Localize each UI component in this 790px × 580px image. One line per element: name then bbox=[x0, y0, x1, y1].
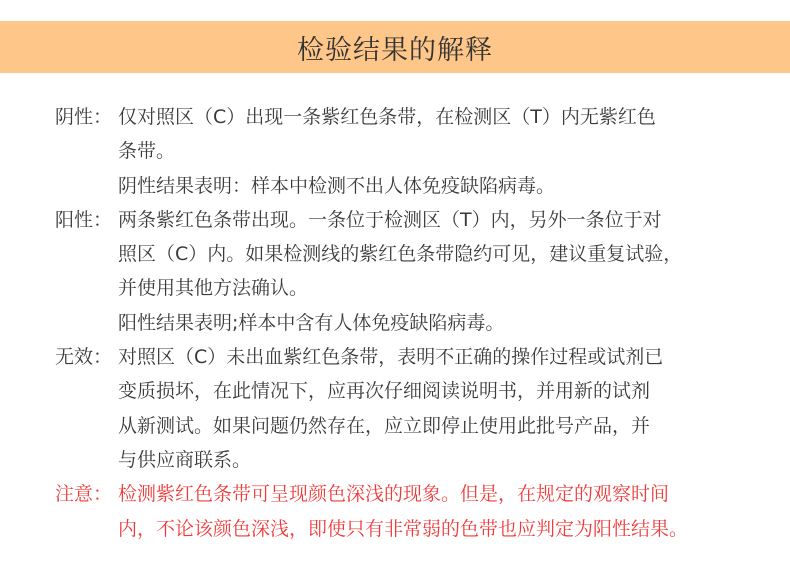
entry-label: 注意： bbox=[55, 483, 113, 506]
text-line: 照区（C）内。如果检测线的紫红色条带隐约可见，建议重复试验， bbox=[118, 243, 683, 266]
entry-label: 阳性： bbox=[55, 208, 113, 231]
text-line: 与供应商联系。 bbox=[118, 448, 252, 471]
text-line: 内，不论该颜色深浅，即使只有非常弱的色带也应判定为阳性结果。 bbox=[118, 517, 689, 540]
text-line: 阳性结果表明;样本中含有人体免疫缺陷病毒。 bbox=[118, 311, 505, 334]
entry-negative bbox=[55, 100, 775, 203]
entry-invalid bbox=[55, 340, 775, 477]
entry-note bbox=[55, 477, 775, 546]
text-line: 对照区（C）未出血紫红色条带，表明不正确的操作过程或试剂已 bbox=[118, 346, 664, 369]
entry-body bbox=[118, 340, 775, 477]
entry-body bbox=[118, 477, 775, 546]
entry-positive bbox=[55, 203, 775, 340]
text-line: 条带。 bbox=[118, 140, 176, 163]
entry-body bbox=[118, 100, 775, 203]
page-title: 检验结果的解释 bbox=[297, 34, 493, 66]
text-line: 两条紫红色条带出现。一条位于检测区（T）内，另外一条位于对 bbox=[118, 208, 662, 231]
entry-label: 无效： bbox=[55, 346, 113, 369]
entry-label: 阴性： bbox=[55, 106, 113, 128]
text-line: 仅对照区（C）出现一条紫红色条带，在检测区（T）内无紫红色 bbox=[118, 106, 656, 128]
result-interpretation bbox=[55, 100, 775, 546]
text-line: 检测紫红色条带可呈现颜色深浅的现象。但是，在规定的观察时间 bbox=[118, 483, 670, 506]
text-line: 阴性结果表明：样本中检测不出人体免疫缺陷病毒。 bbox=[118, 174, 556, 197]
text-line: 并使用其他方法确认。 bbox=[118, 277, 309, 300]
title-banner bbox=[0, 21, 790, 73]
text-line: 变质损坏，在此情况下，应再次仔细阅读说明书，并用新的试剂 bbox=[118, 380, 651, 403]
entry-body bbox=[118, 203, 775, 340]
text-line: 从新测试。如果问题仍然存在，应立即停止使用此批号产品，并 bbox=[118, 414, 651, 437]
